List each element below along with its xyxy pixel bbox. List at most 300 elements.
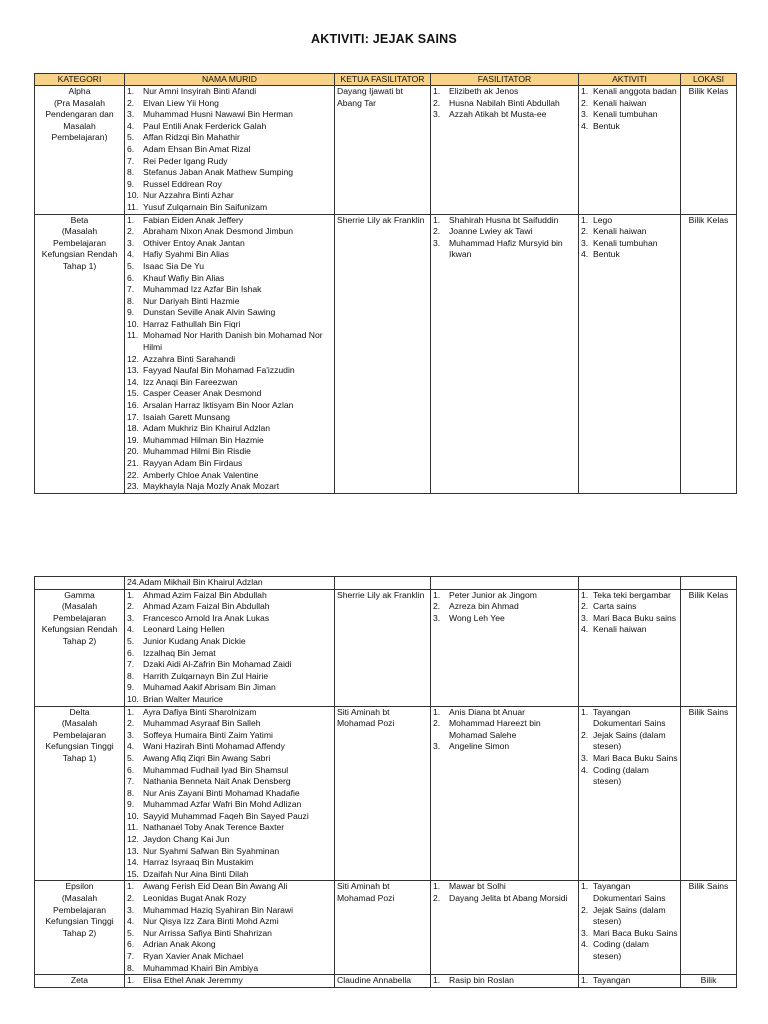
item-text: Bentuk: [593, 249, 620, 260]
student-item: [127, 330, 332, 353]
item-number: 4.: [581, 764, 589, 775]
item-number: 1.: [433, 86, 441, 96]
item-text: Teka teki bergambar: [593, 589, 671, 600]
item-number: 7.: [127, 951, 135, 961]
fasilitator-cell: [431, 86, 579, 215]
item-text: Elvan Liew Yii Hong: [143, 97, 219, 108]
item-number: 2.: [433, 893, 441, 904]
ketua-fasilitator-cell: Siti Aminah bt Mohamad Pozi: [335, 881, 431, 975]
item-text: Leonard Laing Hellen: [143, 624, 225, 635]
item-text: Adam Ehsan Bin Amat Rizal: [143, 143, 251, 154]
student-item: [127, 261, 332, 273]
item-text: Awang Ferish Eid Dean Bin Awang Ali: [143, 881, 288, 892]
student-item: [127, 694, 332, 706]
student-item: [127, 788, 332, 800]
student-item: [127, 741, 332, 753]
header-aktiviti: AKTIVITI: [579, 74, 681, 86]
activity-table-part-1: [34, 73, 737, 494]
item-number: 3.: [433, 109, 441, 120]
facilitator-item: [433, 86, 576, 98]
item-text: Junior Kudang Anak Dickie: [143, 635, 246, 646]
lokasi-cell: Bilik Sains: [681, 881, 737, 975]
item-text: Adam Mukhriz Bin Khairul Adzlan: [143, 423, 271, 434]
item-text: Tayangan Dokumentari Sains: [593, 706, 666, 729]
activity-item: [581, 765, 678, 788]
item-number: 3.: [581, 927, 589, 938]
item-text: Wong Leh Yee: [449, 612, 505, 623]
header-nama-murid: NAMA MURID: [125, 74, 335, 86]
item-number: 2.: [581, 729, 589, 740]
item-text: Affan Ridzqi Bin Mahathir: [143, 132, 240, 143]
item-number: 4.: [581, 624, 589, 635]
student-item: [127, 601, 332, 613]
fasilitator-cell: [431, 975, 579, 988]
kategori-cell: Delta (Masalah Pembelajaran Kefungsian Tinggi Tahap 1): [35, 706, 125, 881]
header-ketua-fasilitator: KETUA FASILITATOR: [335, 74, 431, 86]
item-number: 8.: [127, 167, 135, 178]
item-number: 2.: [127, 226, 135, 237]
student-item: [127, 590, 332, 602]
activity-item: [581, 238, 678, 250]
student-item: [127, 648, 332, 660]
student-item: [127, 86, 332, 98]
table-row: [35, 975, 737, 988]
item-text: Sayyid Muhammad Faqeh Bin Sayed Pauzi: [143, 810, 309, 821]
student-item: [127, 98, 332, 110]
item-number: 2.: [127, 893, 135, 904]
student-item: [127, 423, 332, 435]
student-item: [127, 939, 332, 951]
student-item: [127, 377, 332, 389]
student-item: [127, 799, 332, 811]
student-item: [127, 121, 332, 133]
student-item: [127, 400, 332, 412]
fasilitator-cell: [431, 881, 579, 975]
activity-item: [581, 86, 678, 98]
facilitator-item-list: [433, 86, 576, 121]
student-item: [127, 857, 332, 869]
item-text: Elizibeth ak Jenos: [449, 86, 519, 96]
activity-item-list: [581, 975, 678, 987]
item-text: Ahmad Azam Faizal Bin Abdullah: [143, 601, 270, 612]
item-number: 14.: [127, 376, 139, 387]
item-number: 4.: [127, 916, 135, 927]
ketua-fasilitator-cell: Siti Aminah bt Mohamad Pozi: [335, 706, 431, 881]
item-number: 2.: [127, 97, 135, 108]
item-text: Russel Eddrean Roy: [143, 178, 222, 189]
student-item: [127, 753, 332, 765]
lokasi-cell: Bilik: [681, 975, 737, 988]
item-text: Francesco Arnold Ira Anak Lukas: [143, 612, 270, 623]
facilitator-item: [433, 590, 576, 602]
item-number: 5.: [127, 635, 135, 646]
item-text: Muhammad Haziq Syahiran Bin Narawi: [143, 904, 293, 915]
table-row: [35, 706, 737, 881]
item-number: 6.: [127, 764, 135, 775]
item-text: Bentuk: [593, 120, 620, 131]
item-number: 19.: [127, 434, 139, 445]
item-text: Dzaki Aidi Al-Zafrin Bin Mohamad Zaidi: [143, 659, 292, 670]
nama-murid-cell: [125, 706, 335, 881]
item-number: 3.: [433, 741, 441, 752]
item-number: 2.: [127, 718, 135, 729]
item-number: 8.: [127, 670, 135, 681]
item-text: Izz Anaqi Bin Fareezwan: [143, 376, 238, 387]
item-number: 12.: [127, 834, 139, 845]
item-number: 7.: [127, 659, 135, 670]
item-number: 2.: [127, 601, 135, 612]
item-number: 14.: [127, 857, 139, 868]
item-text: Arsalan Harraz Iktisyam Bin Noor Azlan: [143, 400, 294, 411]
student-item: [127, 249, 332, 261]
item-number: 6.: [127, 143, 135, 154]
student-item: [127, 273, 332, 285]
item-number: 20.: [127, 446, 139, 457]
item-text: Fayyad Naufal Bin Mohamad Fa'izzudin: [143, 365, 295, 376]
student-item-list: [127, 590, 332, 706]
item-number: 3.: [581, 237, 589, 248]
activity-item: [581, 98, 678, 110]
item-text: Muhammad Fudhail Iyad Bin Shamsul: [143, 764, 289, 775]
student-item: [127, 928, 332, 940]
item-text: Anis Diana bt Anuar: [449, 706, 525, 717]
kategori-cell: Alpha (Pra Masalah Pendengaran dan Masalah Pembelajaran): [35, 86, 125, 215]
item-number: 8.: [127, 787, 135, 798]
student-item: [127, 167, 332, 179]
item-text: Awang Afiq Ziqri Bin Awang Sabri: [143, 752, 271, 763]
activity-item-list: [581, 215, 678, 261]
nama-murid-cell: [125, 975, 335, 988]
student-item: [127, 458, 332, 470]
facilitator-item-list: [433, 215, 576, 261]
aktiviti-cell: [579, 214, 681, 493]
item-text: Brian Walter Maurice: [143, 693, 223, 704]
item-number: 3.: [581, 612, 589, 623]
item-text: Muhammad Asyraaf Bin Salleh: [143, 718, 261, 729]
item-number: 3.: [127, 109, 135, 120]
item-text: Rei Peder Igang Rudy: [143, 155, 228, 166]
item-text: Lego: [593, 214, 613, 225]
facilitator-item: [433, 215, 576, 227]
item-text: Coding (dalam stesen): [593, 764, 649, 787]
item-text: Yusuf Zulqarnain Bin Saifunizam: [143, 201, 268, 212]
facilitator-item: [433, 975, 576, 987]
student-item: [127, 963, 332, 975]
student-item: [127, 470, 332, 482]
student-item: [127, 238, 332, 250]
item-text: Soffeya Humaira Binti Zaim Yatimi: [143, 729, 273, 740]
facilitator-item-list: [433, 707, 576, 753]
item-number: 7.: [127, 776, 135, 787]
item-number: 5.: [127, 260, 135, 271]
item-number: 2.: [581, 97, 589, 108]
student-item: [127, 624, 332, 636]
student-item: [127, 388, 332, 400]
item-text: Adrian Anak Akong: [143, 939, 216, 950]
student-item: [127, 215, 332, 227]
item-text: Azzah Atikah bt Musta-ee: [449, 109, 547, 120]
item-text: Rasip bin Roslan: [449, 975, 514, 986]
item-number: 10.: [127, 190, 139, 201]
item-number: 2.: [433, 226, 441, 237]
item-number: 1.: [581, 214, 589, 225]
item-number: 1.: [127, 589, 135, 600]
item-text: Husna Nabilah Binti Abdullah: [449, 97, 560, 108]
item-number: 11.: [127, 330, 139, 341]
item-text: Ayra Dafiya Binti Sharolnizam: [143, 706, 257, 717]
student-item: [127, 765, 332, 777]
student-item: [127, 707, 332, 719]
ketua-fasilitator-cell: Sherrie Lily ak Franklin: [335, 214, 431, 493]
student-item: [127, 730, 332, 742]
item-number: 13.: [127, 365, 139, 376]
activity-item: [581, 928, 678, 940]
facilitator-item: [433, 613, 576, 625]
lokasi-cell: Bilik Kelas: [681, 86, 737, 215]
facilitator-item: [433, 741, 576, 753]
item-text: Mari Baca Buku Sains: [593, 752, 678, 763]
item-number: 3.: [581, 752, 589, 763]
item-number: 21.: [127, 458, 139, 468]
table-row: [35, 589, 737, 706]
item-number: 23.: [127, 481, 139, 492]
student-item: [127, 975, 332, 987]
nama-murid-cell: [125, 214, 335, 493]
item-number: 1.: [581, 86, 589, 96]
aktiviti-cell: [579, 881, 681, 975]
activity-table-part-2: [34, 576, 737, 988]
facilitator-item: [433, 226, 576, 238]
item-text: Mawar bt Solhi: [449, 881, 506, 892]
student-item: [127, 951, 332, 963]
student-item: [127, 846, 332, 858]
item-text: Leonidas Bugat Anak Rozy: [143, 893, 247, 904]
student-item: [127, 307, 332, 319]
item-text: Peter Junior ak Jingom: [449, 589, 537, 600]
student-item: [127, 869, 332, 881]
item-number: 6.: [127, 939, 135, 950]
student-item: [127, 179, 332, 191]
activity-item: [581, 121, 678, 133]
item-number: 18.: [127, 423, 139, 434]
item-text: Harraz Fathullah Bin Fiqri: [143, 318, 241, 329]
fasilitator-cell: [431, 706, 579, 881]
item-text: Mari Baca Buku Sains: [593, 927, 678, 938]
item-number: 1.: [581, 975, 589, 986]
item-text: Azzahra Binti Sarahandi: [143, 353, 236, 364]
item-text: Nur Qisya Izz Zara Binti Mohd Azmi: [143, 916, 279, 927]
item-number: 1.: [433, 975, 441, 986]
item-text: Paul Entili Anak Ferderick Galah: [143, 120, 267, 131]
activity-item: [581, 215, 678, 227]
item-text: Coding (dalam stesen): [593, 939, 649, 961]
item-text: Abraham Nixon Anak Desmond Jimbun: [143, 226, 293, 237]
item-number: 1.: [581, 881, 589, 892]
header-fasilitator: FASILITATOR: [431, 74, 579, 86]
item-text: Harraz Isyraaq Bin Mustakim: [143, 857, 254, 868]
student-item-list: [127, 881, 332, 974]
item-text: Muhammad Hilman Bin Hazmie: [143, 434, 264, 445]
item-text: Kenali tumbuhan: [593, 109, 658, 120]
item-text: Dunstan Seville Anak Alvin Sawing: [143, 307, 276, 318]
item-text: Mohamad Nor Harith Danish bin Mohamad Nor Hilmi: [143, 330, 323, 353]
item-number: 9.: [127, 307, 135, 318]
item-text: Dayang Jelita bt Abang Morsidi: [449, 893, 568, 904]
item-text: Ryan Xavier Anak Michael: [143, 951, 244, 961]
student-item: [127, 905, 332, 917]
continued-number: 24.: [127, 577, 139, 587]
continued-name: Adam Mikhail Bin Khairul Adzlan: [138, 577, 263, 587]
item-text: Azreza bin Ahmad: [449, 601, 519, 612]
fasilitator-cell: [431, 214, 579, 493]
item-text: Othiver Entoy Anak Jantan: [143, 237, 245, 248]
item-text: Nur Syahmi Safwan Bin Syahminan: [143, 845, 280, 856]
item-text: Muhammad Izz Azfar Bin Ishak: [143, 284, 262, 295]
item-text: Harrith Zulqarnayn Bin Zul Hairie: [143, 670, 269, 681]
item-number: 1.: [433, 589, 441, 600]
item-text: Nur Azzahra Binti Azhar: [143, 190, 234, 201]
activity-item: [581, 613, 678, 625]
item-text: Muhammad Hilmi Bin Risdie: [143, 446, 251, 457]
item-text: Kenali haiwan: [593, 624, 647, 635]
item-text: Jejak Sains (dalam stesen): [593, 729, 666, 752]
activity-item: [581, 881, 678, 904]
item-number: 1.: [127, 706, 135, 717]
item-number: 4.: [127, 249, 135, 260]
activity-item: [581, 601, 678, 613]
item-text: Kenali haiwan: [593, 226, 647, 237]
activity-item-list: [581, 590, 678, 636]
facilitator-item-list: [433, 590, 576, 625]
facilitator-item: [433, 238, 576, 261]
student-item: [127, 811, 332, 823]
nama-murid-cell: [125, 86, 335, 215]
ketua-fasilitator-cell: Claudine Annabella: [335, 975, 431, 988]
student-item: [127, 834, 332, 846]
item-number: 5.: [127, 927, 135, 938]
item-number: 1.: [433, 706, 441, 717]
activity-item: [581, 249, 678, 261]
item-number: 10.: [127, 810, 139, 821]
student-item: [127, 202, 332, 214]
item-text: Kenali tumbuhan: [593, 237, 658, 248]
page-title: AKTIVITI: JEJAK SAINS: [311, 32, 457, 46]
student-item-list: [127, 86, 332, 214]
item-number: 3.: [433, 612, 441, 623]
student-item: [127, 412, 332, 424]
student-item: [127, 354, 332, 366]
activity-item: [581, 939, 678, 962]
activity-item-list: [581, 881, 678, 962]
aktiviti-cell: [579, 86, 681, 215]
item-text: Kenali haiwan: [593, 97, 647, 108]
lokasi-cell: Bilik Sains: [681, 706, 737, 881]
student-item-list: [127, 975, 332, 987]
item-number: 4.: [581, 120, 589, 131]
item-text: Rayyan Adam Bin Firdaus: [143, 458, 243, 468]
activity-item-list: [581, 86, 678, 132]
activity-item: [581, 975, 678, 987]
item-number: 22.: [127, 469, 139, 480]
item-number: 1.: [127, 881, 135, 892]
item-number: 12.: [127, 353, 139, 364]
activity-item: [581, 730, 678, 753]
item-number: 2.: [581, 226, 589, 237]
facilitator-item: [433, 707, 576, 719]
kategori-cell: Zeta: [35, 975, 125, 988]
student-item: [127, 319, 332, 331]
header-lokasi: LOKASI: [681, 74, 737, 86]
aktiviti-cell: [579, 975, 681, 988]
nama-murid-cell: [125, 589, 335, 706]
fasilitator-cell: [431, 589, 579, 706]
item-number: 15.: [127, 388, 139, 399]
item-text: Nathania Benneta Nait Anak Densberg: [143, 776, 291, 787]
item-number: 4.: [581, 249, 589, 260]
item-text: Isaac Sia De Yu: [143, 260, 204, 271]
student-item: [127, 156, 332, 168]
item-text: Stefanus Jaban Anak Mathew Sumping: [143, 167, 294, 178]
item-number: 1.: [127, 86, 135, 96]
student-item: [127, 613, 332, 625]
item-number: 1.: [581, 706, 589, 717]
student-item: [127, 659, 332, 671]
item-number: 10.: [127, 693, 139, 704]
item-number: 3.: [127, 237, 135, 248]
lokasi-cell: Bilik Kelas: [681, 214, 737, 493]
item-number: 9.: [127, 682, 135, 693]
item-text: Nur Anis Zayani Binti Mohamad Khadafie: [143, 787, 300, 798]
table-header-row: [35, 74, 737, 86]
item-number: 2.: [581, 904, 589, 915]
item-number: 1.: [581, 589, 589, 600]
item-number: 1.: [127, 975, 135, 986]
item-text: Nathanael Toby Anak Terence Baxter: [143, 822, 285, 833]
item-text: Khauf Wafiy Bin Alias: [143, 272, 225, 283]
item-number: 2.: [433, 601, 441, 612]
item-number: 1.: [433, 214, 441, 225]
student-item: [127, 296, 332, 308]
table-row: [35, 86, 737, 215]
item-text: Nur Dariyah Binti Hazmie: [143, 295, 240, 306]
student-item: [127, 682, 332, 694]
aktiviti-cell: [579, 589, 681, 706]
student-item: [127, 284, 332, 296]
student-item: [127, 132, 332, 144]
aktiviti-cell: [579, 706, 681, 881]
activity-item: [581, 226, 678, 238]
facilitator-item: [433, 109, 576, 121]
item-text: Muhammad Hafiz Mursyid bin Ikwan: [449, 237, 563, 260]
item-text: Angeline Simon: [449, 741, 510, 752]
facilitator-item: [433, 893, 576, 905]
item-number: 6.: [127, 272, 135, 283]
item-number: 7.: [127, 155, 135, 166]
item-number: 3.: [581, 109, 589, 120]
student-item: [127, 671, 332, 683]
item-number: 1.: [433, 881, 441, 892]
item-number: 11.: [127, 201, 139, 212]
item-number: 11.: [127, 822, 139, 833]
ketua-fasilitator-cell: Dayang Ijawati bt Abang Tar: [335, 86, 431, 215]
item-number: 16.: [127, 400, 139, 411]
item-number: 3.: [433, 237, 441, 248]
item-number: 10.: [127, 318, 139, 329]
kategori-cell: Epsilon (Masalah Pembelajaran Kefungsian Tinggi Tahap 2): [35, 881, 125, 975]
nama-murid-cell: [125, 881, 335, 975]
item-number: 3.: [127, 729, 135, 740]
item-number: 1.: [127, 214, 135, 225]
